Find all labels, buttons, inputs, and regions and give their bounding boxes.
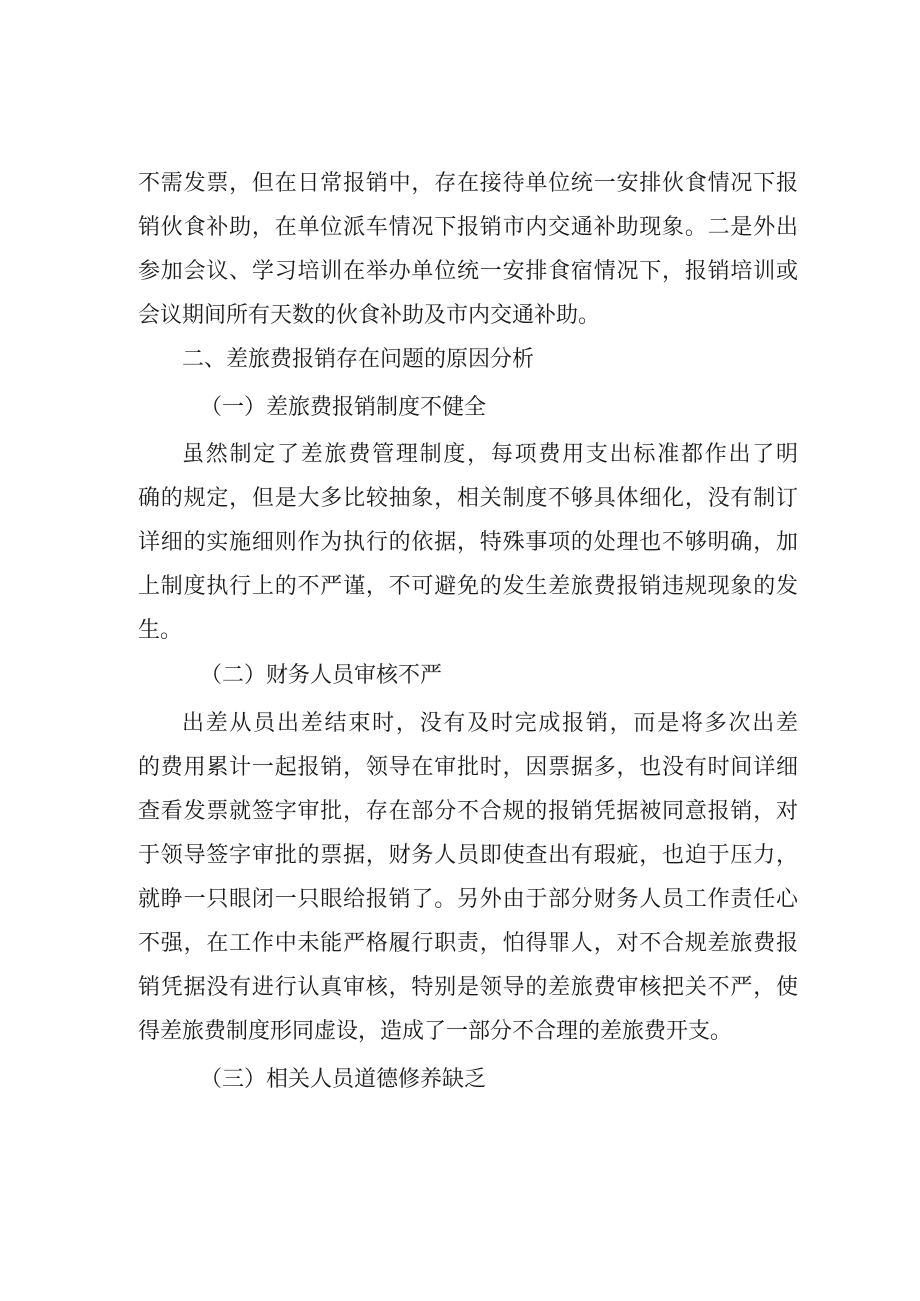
subsection-heading: （三）相关人员道德修养缺乏 [200,1067,487,1092]
body-text-line: 上制度执行上的不严谨，不可避免的发生差旅费报销违规现象的发 [138,574,798,599]
body-text-line: 出差从员出差结束时，没有及时完成报销，而是将多次出差 [182,711,798,736]
body-text-line: 就睁一只眼闭一只眼给报销了。另外由于部分财务人员工作责任心 [138,887,798,912]
body-text-line: 得差旅费制度形同虚设，造成了一部分不合理的差旅费开支。 [138,1019,733,1044]
body-text-line: 不强，在工作中未能严格履行职责，怕得罪人，对不合规差旅费报 [138,931,798,956]
body-text-line: 于领导签字审批的票据，财务人员即使查出有瑕疵，也迫于压力， [138,843,798,868]
body-text-line: 确的规定，但是大多比较抽象，相关制度不够具体细化，没有制订 [138,486,798,511]
body-text-line: 参加会议、学习培训在举办单位统一安排食宿情况下，报销培训或 [138,259,798,284]
body-text-line: 的费用累计一起报销，领导在审批时，因票据多，也没有时间详细 [138,755,798,780]
body-text-line: 销伙食补助，在单位派车情况下报销市内交通补助现象。二是外出 [138,215,798,240]
body-text-line: 会议期间所有天数的伙食补助及市内交通补助。 [138,303,601,328]
subsection-heading: （二）财务人员审核不严 [200,663,443,688]
body-text-line: 销凭据没有进行认真审核，特别是领导的差旅费审核把关不严，使 [138,975,798,1000]
subsection-heading: （一）差旅费报销制度不健全 [200,395,487,420]
body-text-line: 详细的实施细则作为执行的依据，特殊事项的处理也不够明确，加 [138,530,798,555]
body-text-line: 查看发票就签字审批，存在部分不合规的报销凭据被同意报销，对 [138,799,798,824]
body-text-line: 不需发票，但在日常报销中，存在接待单位统一安排伙食情况下报 [138,171,798,196]
body-text-line: 虽然制定了差旅费管理制度，每项费用支出标准都作出了明 [182,442,798,467]
section-heading: 二、差旅费报销存在问题的原因分析 [182,347,535,372]
body-text-line: 生。 [138,618,183,643]
